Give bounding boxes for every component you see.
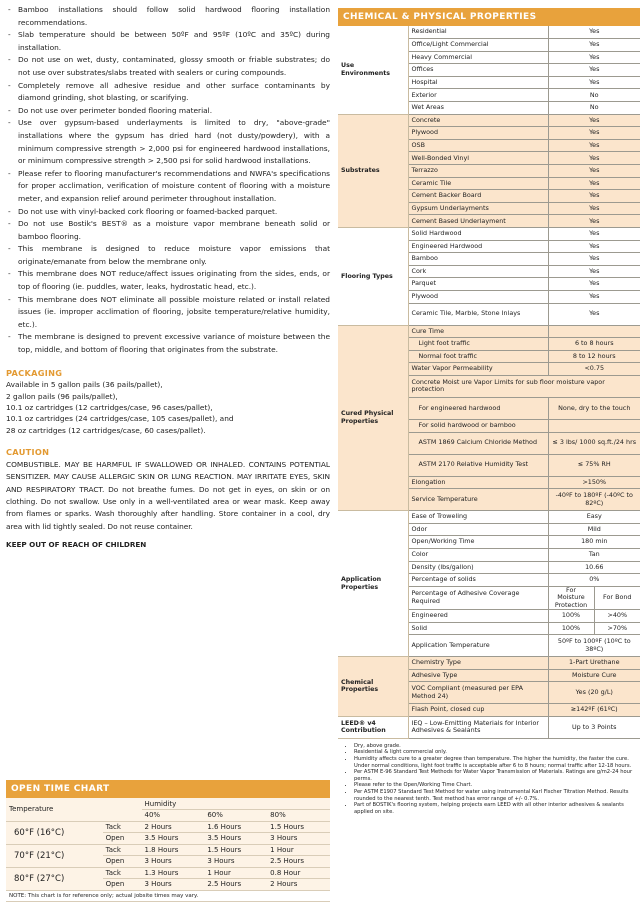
property-label: Engineered Hardwood xyxy=(408,240,548,253)
property-label: Chemistry Type xyxy=(408,657,548,670)
table-row xyxy=(6,867,330,879)
property-value: 6 to 8 hours xyxy=(548,338,640,351)
property-value: Yes xyxy=(548,240,640,253)
caution-text: COMBUSTIBLE. MAY BE HARMFUL IF SWALLOWED OR INHALED. CONTAINS POTENTIAL SENSITIZER. MAY CAUSE ALLERGIC SKIN OR LUNG REACTION. MAY IRRITATE EYES, SKIN AND RESPIRATORY TRACT. Do not breathe fumes. Do not get in eyes, on skin or on clothing. Do not swallow. Use only in a well-ventilated area or wear mask. Keep away from flames or sparks. Wash thoroughly after handling. Store container in a cool, dry area with lid tightly sealed. Do not reuse container. xyxy=(6,459,330,531)
open-time: 3 Hours xyxy=(142,856,205,868)
property-value: Yes xyxy=(548,64,640,77)
property-row xyxy=(338,325,640,338)
property-label: Well-Bonded Vinyl xyxy=(408,152,548,165)
open-time-chart-title: OPEN TIME CHART xyxy=(6,780,330,798)
property-label: Ease of Troweling xyxy=(408,511,548,524)
property-value: Yes xyxy=(548,303,640,325)
open-time: 3.5 Hours xyxy=(204,833,267,845)
property-label: Elongation xyxy=(408,476,548,489)
property-row xyxy=(338,657,640,670)
property-row xyxy=(338,716,640,738)
property-value: Yes xyxy=(548,139,640,152)
humidity-level: 80% xyxy=(267,810,330,822)
property-label: Application Temperature xyxy=(408,635,548,657)
tack-time: 1 Hour xyxy=(204,867,267,879)
property-value: No xyxy=(548,89,640,102)
property-value: Yes xyxy=(548,253,640,266)
note-item: - The membrane is designed to prevent excessive variance of moisture between the top, middle, and bottom of flooring that originates from the substrate. xyxy=(6,331,330,356)
property-value: Yes xyxy=(548,127,640,140)
property-value: Yes xyxy=(548,177,640,190)
open-time-table xyxy=(6,798,330,902)
note-item: - Do not use with vinyl-backed cork flooring or foamed-backed parquet. xyxy=(6,206,330,219)
tack-time: 1.3 Hours xyxy=(142,867,205,879)
packaging-line: 10.1 oz cartridges (12 cartridges/case, 96 cases/pallet), xyxy=(6,403,213,413)
property-label: IEQ – Low-Emitting Materials for Interior Adhesives & Sealants xyxy=(408,716,548,738)
temperature-cell: 80°F (27°C) xyxy=(6,867,103,890)
property-label: Adhesive Type xyxy=(408,669,548,682)
property-label: For solid hardwood or bamboo xyxy=(408,419,548,432)
property-value: Yes xyxy=(548,278,640,291)
property-label: Ceramic Tile, Marble, Stone Inlays xyxy=(408,303,548,325)
tack-time: 1.5 Hours xyxy=(267,821,330,833)
tack-label: Tack xyxy=(103,844,142,856)
property-label: Percentage of solids xyxy=(408,574,548,587)
property-value: Yes (20 g/L) xyxy=(548,682,640,704)
packaging-lines xyxy=(6,379,330,436)
property-label: ASTM 2170 Relative Humidity Test xyxy=(408,454,548,476)
packaging-line: Available in 5 gallon pails (36 pails/pallet), xyxy=(6,380,163,390)
temperature-cell: 70°F (21°C) xyxy=(6,844,103,867)
open-time-chart xyxy=(6,780,330,902)
tack-time: 1.5 Hours xyxy=(204,844,267,856)
temperature-header: Temperature xyxy=(6,798,142,821)
property-value: Up to 3 Points xyxy=(548,716,640,738)
property-label: Cement Backer Board xyxy=(408,190,548,203)
footnote: • Per ASTM E1907 Standard Test Method for water using instrumental Karl Fischer Titration Method. Results rounded to the nearest tenth. Test method has error range of +/- 0.7%. xyxy=(354,789,640,802)
property-value: Yes xyxy=(548,114,640,127)
note-item: - This membrane is designed to reduce moisture vapor emissions that originate/emanate from below the membrane only. xyxy=(6,243,330,268)
tack-time: 0.8 Hour xyxy=(267,867,330,879)
property-label: Open/Working Time xyxy=(408,536,548,549)
tack-time: 1.6 Hours xyxy=(204,821,267,833)
note-item: - Please refer to flooring manufacturer's recommendations and NWFA's specifications for proper acclimation, verification of moisture content of flooring with a moisture meter, and expansion relief around perimeter throughout installation. xyxy=(6,168,330,206)
footnotes xyxy=(338,743,640,816)
property-value: For Moisture Protection xyxy=(548,586,594,609)
tack-time: 2 Hours xyxy=(142,821,205,833)
property-label: Normal foot traffic xyxy=(408,350,548,363)
property-value: Mild xyxy=(548,523,640,536)
property-label: For engineered hardwood xyxy=(408,397,548,419)
open-label: Open xyxy=(103,879,142,891)
property-value: Yes xyxy=(548,51,640,64)
property-value: Yes xyxy=(548,165,640,178)
packaging-line: 10.1 oz cartridges (24 cartridges/case, 105 cases/pallet), and xyxy=(6,414,234,424)
property-value: 1-Part Urethane xyxy=(548,657,640,670)
group-label: Application Properties xyxy=(338,511,408,657)
properties-panel xyxy=(338,8,640,815)
properties-table xyxy=(338,26,640,739)
open-time: 3.5 Hours xyxy=(142,833,205,845)
property-label: Residential xyxy=(408,26,548,39)
property-label: Gypsum Underlayments xyxy=(408,202,548,215)
footnote: • Part of BOSTIK's flooring system, helping projects earn LEED with all other interior adhesives & sealants applied on site. xyxy=(354,802,640,815)
property-value: Yes xyxy=(548,39,640,52)
property-label: Bamboo xyxy=(408,253,548,266)
properties-title: CHEMICAL & PHYSICAL PROPERTIES xyxy=(338,8,640,26)
open-time: 2 Hours xyxy=(267,879,330,891)
property-value: 0% xyxy=(548,574,640,587)
open-time: 3 Hours xyxy=(142,879,205,891)
note-item: - Bamboo installations should follow solid hardwood flooring installation recommendations. xyxy=(6,4,330,29)
property-label: Light foot traffic xyxy=(408,338,548,351)
footnote: • Residential & light commercial only. xyxy=(354,749,640,756)
open-time: 2.5 Hours xyxy=(267,856,330,868)
property-value: Easy xyxy=(548,511,640,524)
property-value: Moisture Cure xyxy=(548,669,640,682)
note-item: - Completely remove all adhesive residue and other surface contaminants by diamond grinding, shot blasting, or scarifying. xyxy=(6,80,330,105)
property-label: Odor xyxy=(408,523,548,536)
humidity-level: 40% xyxy=(142,810,205,822)
property-label: Color xyxy=(408,548,548,561)
property-label: OSB xyxy=(408,139,548,152)
note-item: - This membrane does NOT reduce/affect issues originating from the sides, ends, or top of flooring (ie. puddles, water, leaks, hydrostatic head, etc.). xyxy=(6,268,330,293)
property-value: Yes xyxy=(548,190,640,203)
property-label: ASTM 1869 Calcium Chloride Method xyxy=(408,432,548,454)
property-value: ≤ 75% RH xyxy=(548,454,640,476)
humidity-header: Humidity xyxy=(142,798,331,810)
property-label: Hospital xyxy=(408,76,548,89)
open-label: Open xyxy=(103,833,142,845)
property-label: Density (lbs/gallon) xyxy=(408,561,548,574)
header-row xyxy=(6,798,330,810)
property-value: Yes xyxy=(548,265,640,278)
property-label: Heavy Commercial xyxy=(408,51,548,64)
open-label: Open xyxy=(103,856,142,868)
property-label: Offices xyxy=(408,64,548,77)
humidity-level: 60% xyxy=(204,810,267,822)
property-value: 10.66 xyxy=(548,561,640,574)
note-row xyxy=(6,890,330,902)
note-item: - Do not use over perimeter bonded flooring material. xyxy=(6,105,330,118)
note-item: - Use over gypsum-based underlayments is limited to dry, "above-grade" installations where the gypsum has dried hard (not dusty/powdery), with a minimum compressive strength > 2,000 psi for engineered hardwood installations, or minimum compressive strength > 2,500 psi for solid hardwood installations. xyxy=(6,117,330,167)
property-label: Cork xyxy=(408,265,548,278)
property-value: 180 min xyxy=(548,536,640,549)
property-value: Yes xyxy=(548,26,640,39)
group-label: Substrates xyxy=(338,114,408,227)
property-value: 8 to 12 hours xyxy=(548,350,640,363)
installation-notes xyxy=(6,4,330,357)
property-value: Yes xyxy=(548,202,640,215)
note-item: - Slab temperature should be between 50ºF and 95ºF (10ºC and 35ºC) during installation. xyxy=(6,29,330,54)
keep-out-warning: KEEP OUT OF REACH OF CHILDREN xyxy=(6,540,147,550)
property-value-2: >40% xyxy=(594,609,640,622)
property-label: Flash Point, closed cup xyxy=(408,704,548,717)
property-value xyxy=(548,419,640,432)
open-time: 3 Hours xyxy=(267,833,330,845)
property-label: Water Vapor Permeability xyxy=(408,363,548,376)
property-value: >150% xyxy=(548,476,640,489)
note-item: - Do not use on wet, dusty, contaminated, glossy smooth or friable substrates; do not use over substrates/slabs treated with sealers or curing compounds. xyxy=(6,54,330,79)
property-value: <0.75 xyxy=(548,363,640,376)
property-value: 100% xyxy=(548,609,594,622)
property-value: ≥142ºF (61ºC) xyxy=(548,704,640,717)
property-label: Wet Areas xyxy=(408,102,548,115)
caution-title: CAUTION xyxy=(6,447,50,458)
property-label: Service Temperature xyxy=(408,489,548,511)
footnote: • Humidity affects cure to a greater degree than temperature. The higher the humidity, the faster the cure. Under normal conditions, light foot traffic is acceptable after 6 to 8 hours; normal traffic after 12-18 hours. xyxy=(354,756,640,769)
property-value: ≤ 3 lbs/ 1000 sq.ft./24 hrs xyxy=(548,432,640,454)
property-label: Parquet xyxy=(408,278,548,291)
footnote: • Please refer to the Open/Working Time Chart. xyxy=(354,782,640,789)
group-label: Flooring Types xyxy=(338,228,408,326)
table-row xyxy=(6,821,330,833)
footnote: • Dry, above grade. xyxy=(354,743,640,750)
property-label: Plywood xyxy=(408,127,548,140)
property-value: 100% xyxy=(548,622,594,635)
property-label: Solid xyxy=(408,622,548,635)
property-value: Yes xyxy=(548,215,640,228)
property-value: No xyxy=(548,102,640,115)
property-value: None, dry to the touch xyxy=(548,397,640,419)
property-label: Concrete xyxy=(408,114,548,127)
property-row xyxy=(338,114,640,127)
property-value: 50ºF to 100ºF (10ºC to 38ºC) xyxy=(548,635,640,657)
property-row xyxy=(338,228,640,241)
property-label: Solid Hardwood xyxy=(408,228,548,241)
property-label: Exterior xyxy=(408,89,548,102)
property-label: Concrete Moist ure Vapor Limits for sub floor moisture vapor protection xyxy=(408,375,640,397)
open-time: 2.5 Hours xyxy=(204,879,267,891)
group-label: Cured Physical Properties xyxy=(338,325,408,511)
property-label: Cement Based Underlayment xyxy=(408,215,548,228)
property-row xyxy=(338,26,640,39)
property-value: -40ºF to 180ºF (-40ºC to 82ºC) xyxy=(548,489,640,511)
property-value: Yes xyxy=(548,290,640,303)
tack-time: 1 Hour xyxy=(267,844,330,856)
packaging-title: PACKAGING xyxy=(6,367,63,378)
tack-label: Tack xyxy=(103,867,142,879)
tack-time: 1.8 Hours xyxy=(142,844,205,856)
property-label: Ceramic Tile xyxy=(408,177,548,190)
property-value-2: >70% xyxy=(594,622,640,635)
property-label: Cure Time xyxy=(408,325,548,338)
property-label: Engineered xyxy=(408,609,548,622)
group-label: Chemical Properties xyxy=(338,657,408,717)
note-item: - This membrane does NOT eliminate all possible moisture related or install related issues (ie. improper acclimation of flooring, jobsite temperature/relative humidity, etc.). xyxy=(6,294,330,332)
property-row xyxy=(338,511,640,524)
property-label: Office/Light Commercial xyxy=(408,39,548,52)
chart-note: NOTE: This chart is for reference only; actual jobsite times may vary. xyxy=(6,890,330,902)
property-value-2: For Bond xyxy=(594,586,640,609)
property-value: Yes xyxy=(548,76,640,89)
property-value: Yes xyxy=(548,228,640,241)
property-label: Plywood xyxy=(408,290,548,303)
group-label: Use Environments xyxy=(338,26,408,114)
note-item: - Do not use Bostik's BEST® as a moisture vapor membrane beneath solid or bamboo flooring. xyxy=(6,218,330,243)
table-row xyxy=(6,844,330,856)
packaging-line: 2 gallon pails (96 pails/pallet), xyxy=(6,391,118,401)
temperature-cell: 60°F (16°C) xyxy=(6,821,103,844)
property-value: Yes xyxy=(548,152,640,165)
open-time: 3 Hours xyxy=(204,856,267,868)
group-label: LEED® v4 Contribution xyxy=(338,716,408,738)
packaging-line: 28 oz cartridges (12 cartridges/case, 60 cases/pallet). xyxy=(6,425,206,435)
left-column xyxy=(6,4,330,552)
footnote: • Per ASTM E-96 Standard Test Methods for Water Vapor Transmission of Materials. Ratings are g/m2-24 hour perms. xyxy=(354,769,640,782)
property-value: Tan xyxy=(548,548,640,561)
property-label: Percentage of Adhesive Coverage Required xyxy=(408,586,548,609)
property-label: Terrazzo xyxy=(408,165,548,178)
property-value xyxy=(548,325,640,338)
property-label: VOC Compliant (measured per EPA Method 24) xyxy=(408,682,548,704)
tack-label: Tack xyxy=(103,821,142,833)
